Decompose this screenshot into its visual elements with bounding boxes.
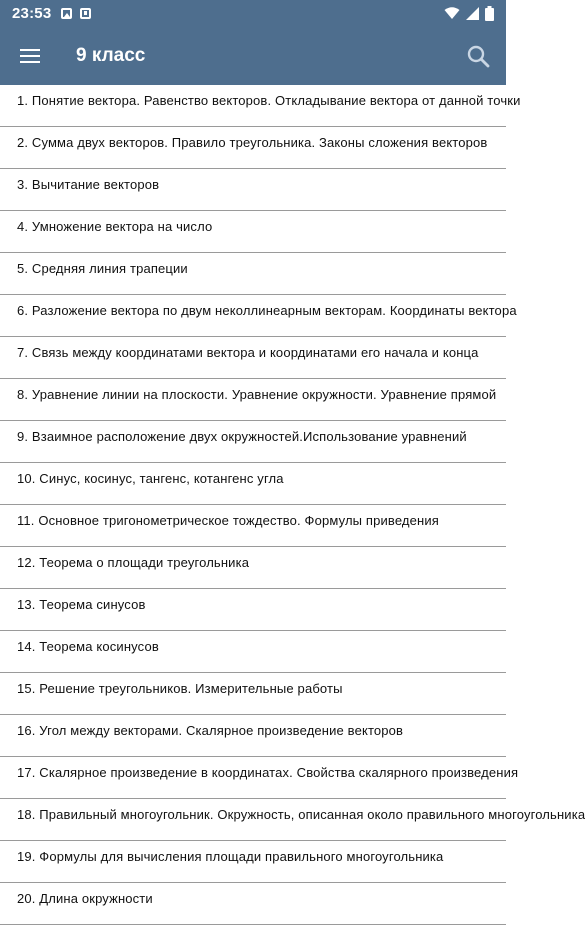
list-item[interactable]: 10. Синус, косинус, тангенс, котангенс угла — [0, 463, 506, 505]
list-item[interactable]: 3. Вычитание векторов — [0, 169, 506, 211]
list-item[interactable]: 17. Скалярное произведение в координатах. Свойства скалярного произведения — [0, 757, 506, 799]
list-item[interactable]: 9. Взаимное расположение двух окружностей.Использование уравнений — [0, 421, 506, 463]
page-title: 9 класс — [76, 45, 146, 66]
list-item[interactable]: 5. Средняя линия трапеции — [0, 253, 506, 295]
list-item[interactable]: 20. Длина окружности — [0, 883, 506, 925]
list-item[interactable]: 1. Понятие вектора. Равенство векторов. Откладывание вектора от данной точки — [0, 85, 506, 127]
wifi-icon — [444, 7, 460, 20]
list-item[interactable]: 16. Угол между векторами. Скалярное произведение векторов — [0, 715, 506, 757]
photo-icon — [61, 8, 72, 19]
status-time: 23:53 — [12, 5, 52, 22]
menu-button[interactable] — [0, 27, 60, 85]
hamburger-menu-icon — [20, 49, 40, 63]
list-item[interactable]: 8. Уравнение линии на плоскости. Уравнение окружности. Уравнение прямой — [0, 379, 506, 421]
list-item[interactable]: 11. Основное тригонометрическое тождество. Формулы приведения — [0, 505, 506, 547]
list-item[interactable]: 19. Формулы для вычисления площади правильного многоугольника — [0, 841, 506, 883]
search-icon — [466, 44, 490, 68]
list-item[interactable]: 12. Теорема о площади треугольника — [0, 547, 506, 589]
app-bar — [0, 27, 506, 85]
list-item[interactable]: 2. Сумма двух векторов. Правило треугольника. Законы сложения векторов — [0, 127, 506, 169]
list-item[interactable]: 15. Решение треугольников. Измерительные работы — [0, 673, 506, 715]
search-button[interactable] — [450, 27, 506, 85]
list-item[interactable]: 4. Умножение вектора на число — [0, 211, 506, 253]
list-item[interactable]: 14. Теорема косинусов — [0, 631, 506, 673]
status-bar — [0, 0, 506, 27]
system-icons — [444, 6, 494, 21]
list-item[interactable]: 13. Теорема синусов — [0, 589, 506, 631]
download-icon — [80, 8, 91, 19]
lesson-list — [0, 85, 585, 925]
list-item[interactable]: 18. Правильный многоугольник. Окружность, описанная около правильного многоугольника — [0, 799, 506, 841]
battery-icon — [485, 6, 494, 21]
notification-icons — [61, 8, 91, 19]
signal-icon — [466, 7, 479, 20]
list-item[interactable]: 6. Разложение вектора по двум неколлинеарным векторам. Координаты вектора — [0, 295, 506, 337]
list-item[interactable]: 7. Связь между координатами вектора и координатами его начала и конца — [0, 337, 506, 379]
